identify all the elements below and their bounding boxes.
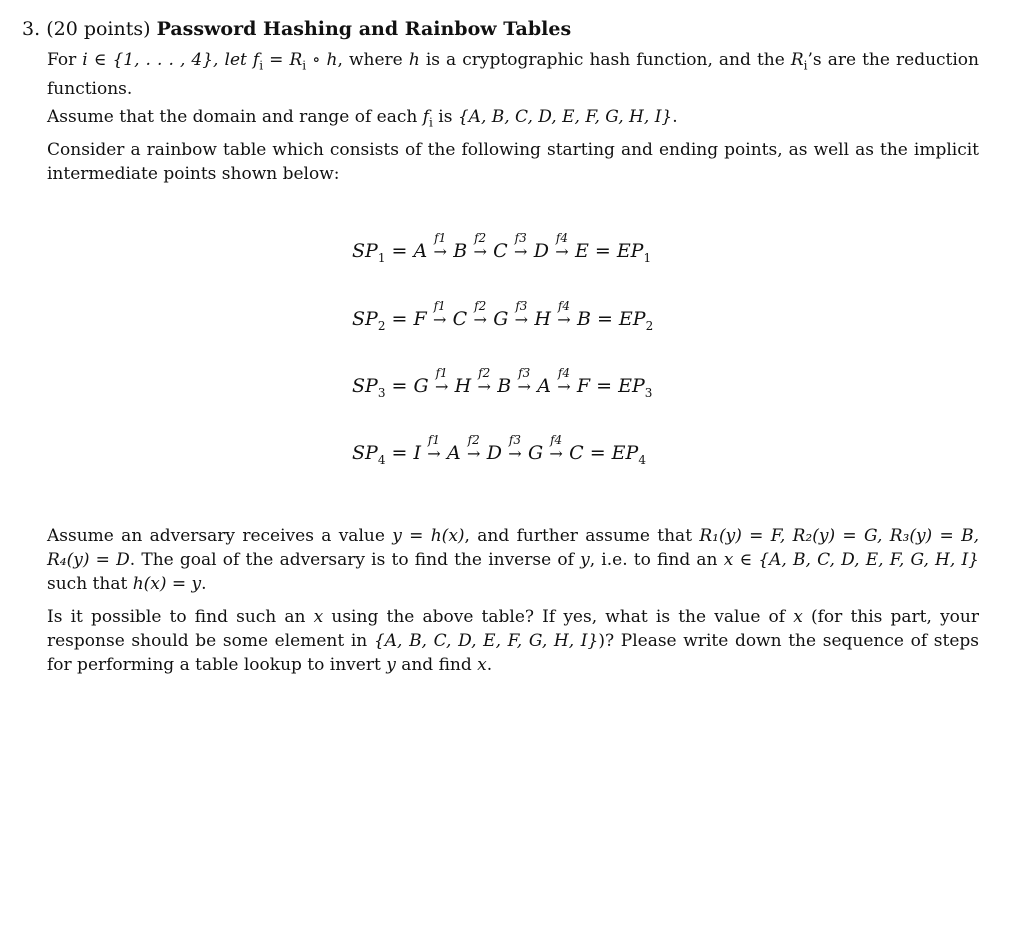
question-title: Password Hashing and Rainbow Tables — [156, 18, 572, 40]
reduction-arrow: → f3 — [510, 239, 532, 265]
reduction-arrow: → f4 — [553, 307, 575, 333]
equals-sign: = — [385, 308, 414, 330]
chain-node: C — [493, 240, 508, 262]
arrow-label: f1 — [435, 366, 448, 380]
arrow-label: f3 — [518, 366, 531, 380]
arrow-label: f2 — [474, 231, 487, 245]
reduction-arrow: → f3 — [513, 374, 535, 400]
end-point-label: EP — [618, 308, 646, 330]
start-point-label: SP — [352, 442, 378, 464]
chain-node: F — [413, 308, 427, 330]
arrow-label: f4 — [550, 433, 563, 447]
arrow-label: f3 — [515, 299, 528, 313]
arrow-label: f2 — [478, 366, 491, 380]
start-point-index: 3 — [377, 385, 386, 400]
reduction-arrow: → f2 — [469, 239, 491, 265]
adversary-paragraph: Assume an adversary receives a value y = h(x), and further assume that R₁(y) = F, R₂(y) = G, R₃(y) = B, R₄(y) = D. The goal of the adversary is to find the inverse of y, i.e. to find an x ∈ {A, B, C, D, E, F, G, H, I} such that h(x) = y. — [47, 526, 979, 594]
end-point-label: EP — [616, 240, 644, 262]
arrow-label: f2 — [467, 433, 480, 447]
reduction-arrow: → f2 — [469, 307, 491, 333]
chain-node: I — [413, 442, 421, 464]
end-point-label: EP — [618, 375, 645, 397]
chain-node: C — [452, 308, 468, 330]
chain-node: G — [413, 375, 429, 397]
reduction-arrow: → f1 — [429, 239, 451, 265]
reduction-arrow: → f3 — [504, 441, 526, 467]
intro-paragraph-1: For i ∈ {1, . . . , 4}, let $f_i = R_i$ ∘ h, where h is a cryptographic hash function, and the $R_i’s$ are the reduction functions. — [47, 50, 979, 100]
equals-sign: = — [588, 240, 617, 262]
chain-node: B — [497, 375, 512, 397]
chain-sp1 — [352, 231, 772, 271]
chain-sp4 — [352, 433, 772, 473]
chain-node: H — [454, 375, 472, 397]
question-header — [22, 16, 1002, 42]
arrow-label: f3 — [514, 231, 527, 245]
reduction-arrow: → f2 — [473, 374, 495, 400]
reduction-arrow: → f1 — [429, 307, 451, 333]
reduction-arrow: → f1 — [423, 441, 445, 467]
intro-paragraph-2: Assume that the domain and range of each $f_i$ is {A, B, C, D, E, F, G, H, I}. — [47, 107, 678, 130]
start-point-index: 1 — [377, 250, 386, 265]
chain-sp3 — [352, 366, 772, 406]
chain-node: E — [574, 240, 589, 262]
chain-node: D — [533, 240, 549, 262]
chain-node: C — [569, 442, 584, 464]
end-point-index: 4 — [638, 452, 646, 467]
chain-node: G — [527, 442, 544, 464]
chain-node: A — [446, 442, 461, 464]
chain-node: A — [413, 240, 428, 262]
arrow-label: f3 — [508, 433, 521, 447]
chain-node: B — [576, 308, 591, 330]
chain-node: D — [486, 442, 502, 464]
start-point-label: SP — [352, 375, 378, 397]
equals-sign: = — [385, 240, 414, 262]
reduction-arrow: → f3 — [510, 307, 532, 333]
end-point-index: 2 — [645, 318, 654, 333]
chain-node: H — [534, 308, 551, 330]
equals-sign: = — [583, 442, 612, 464]
question-number: 3. — [22, 18, 41, 40]
reduction-arrow: → f2 — [463, 441, 485, 467]
start-point-label: SP — [352, 240, 378, 262]
chain-node: G — [493, 308, 509, 330]
equals-sign: = — [590, 375, 619, 397]
equals-sign: = — [590, 308, 619, 330]
end-point-label: EP — [611, 442, 639, 464]
arrow-label: f4 — [557, 299, 570, 313]
arrow-label: f1 — [433, 299, 446, 313]
equals-sign: = — [385, 375, 414, 397]
reduction-arrow: → f1 — [431, 374, 453, 400]
end-point-index: 1 — [643, 250, 652, 265]
arrow-label: f1 — [434, 231, 447, 245]
reduction-arrow: → f4 — [551, 239, 573, 265]
start-point-label: SP — [352, 308, 378, 330]
arrow-label: f4 — [557, 366, 570, 380]
task-paragraph: Is it possible to find such an x using the above table? If yes, what is the value of x (for this part, your response should be some element in {A, B, C, D, E, F, G, H, I})? Please write down the sequence of steps for performing a table lookup to invert y and find x. — [47, 607, 980, 675]
start-point-index: 2 — [377, 318, 386, 333]
arrow-label: f1 — [427, 433, 440, 447]
intro-paragraph-3: Consider a rainbow table which consists of the following starting and ending points, as well as the implicit intermediate points shown below: — [47, 140, 979, 184]
arrow-label: f4 — [555, 231, 568, 245]
start-point-index: 4 — [377, 452, 386, 467]
arrow-label: f2 — [474, 299, 487, 313]
question-points: (20 points) — [46, 18, 151, 40]
chain-node: B — [453, 240, 468, 262]
end-point-index: 3 — [644, 385, 653, 400]
reduction-arrow: → f4 — [553, 374, 575, 400]
reduction-arrow: → f4 — [545, 441, 567, 467]
chain-sp2 — [352, 299, 772, 339]
chain-node: A — [537, 375, 551, 397]
equals-sign: = — [385, 442, 414, 464]
chain-node: F — [576, 375, 591, 397]
